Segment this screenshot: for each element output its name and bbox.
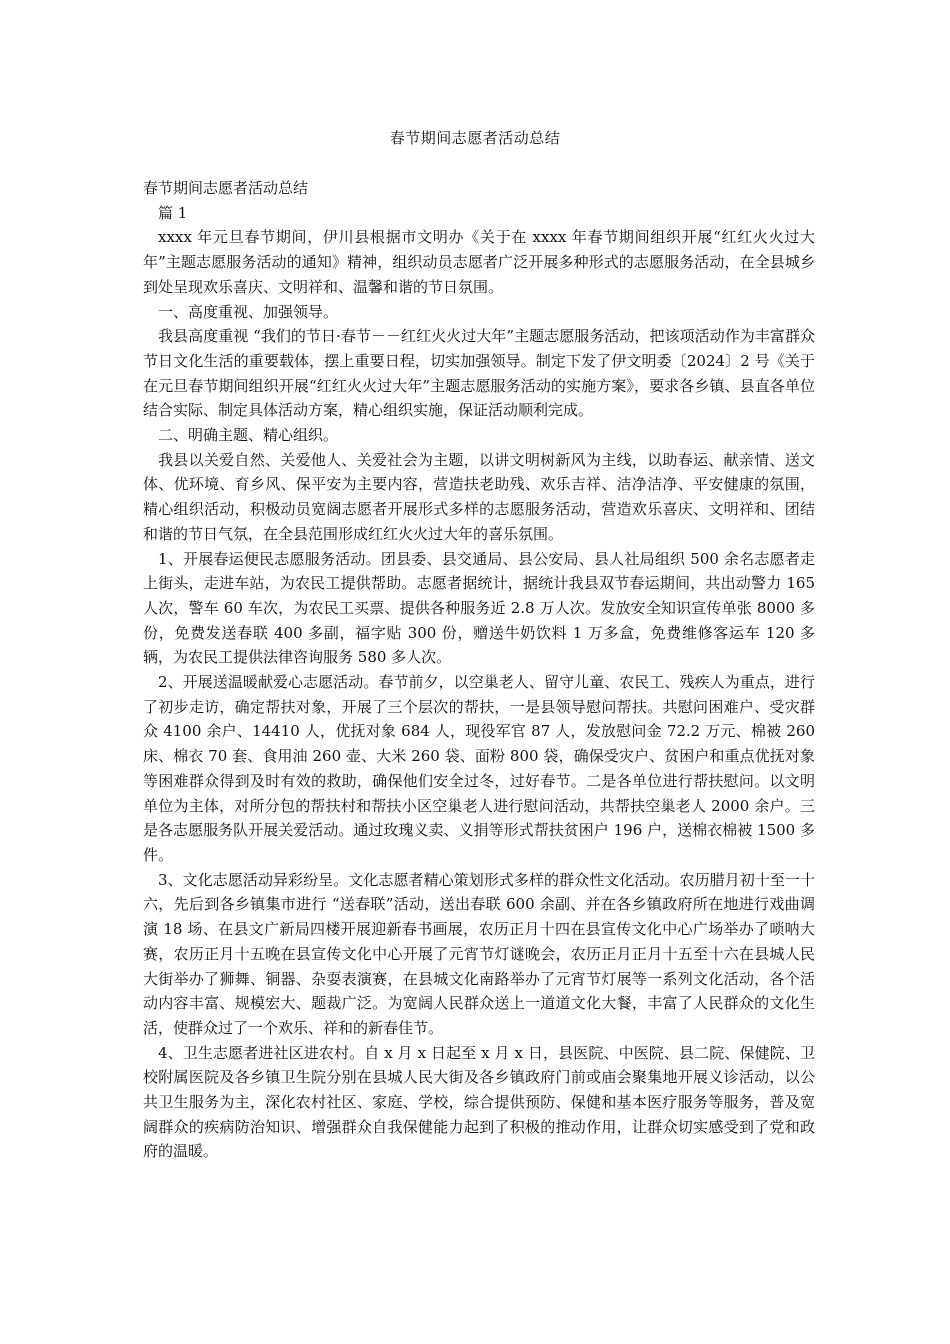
section-heading-2: 二、明确主题、精心组织。	[158, 426, 339, 445]
document-subtitle: 春节期间志愿者活动总结	[143, 179, 309, 197]
paragraph-item-2: 2、开展送温暖献爱心志愿活动。春节前夕，以空巢老人、留守儿童、农民工、残疾人为重点，进行了初步走访，确定帮扶对象，开展了三个层次的帮扶，一是县领导慰问帮扶。共慰问困难户、受灾群众 4100 余户、14410 人，优抚对象 684 人，现役军官 87 人，发放慰问金 72.2 万元、棉被 260 床、棉衣 70 套、食用油 260 壶、大米 260 袋、面粉 800 袋，确保受灾户、贫困户和重点优抚对象等困难群众得到及时有效的救助，确保他们安全过冬，过好春节。二是各单位进行帮扶慰问。以文明单位为主体，对所分包的帮扶村和帮扶小区空巢老人进行慰问活动，共帮扶空巢老人 2000 余户。三是各志愿服务队开展关爱活动。通过玫瑰义卖、义捐等形式帮扶贫困户 196 户，送棉衣棉被 1500 多件。	[143, 673, 815, 864]
section-heading-1: 一、高度重视、加强领导。	[158, 302, 339, 321]
paragraph-intro: xxxx 年元旦春节期间，伊川县根据市文明办《关于在 xxxx 年春节期间组织开展“红红火火过大年”主题志愿服务活动的通知》精神，组织动员志愿者广泛开展多种形式的志愿服务活动，在全县城乡到处呈现欢乐喜庆、文明祥和、温馨和谐的节日氛围。	[143, 228, 815, 296]
paragraph-theme: 我县以关爱自然、关爱他人、关爱社会为主题，以讲文明树新风为主线，以助春运、献亲情、送文体、优环境、育乡风、保平安为主要内容，营造扶老助残、欢乐吉祥、洁净洁净、平安健康的氛围，精心组织活动，积极动员宽阔志愿者开展形式多样的志愿服务活动，营造欢乐喜庆、文明祥和、团结和谐的节日气氛，在全县范围形成红红火火过大年的喜乐氛围。	[143, 450, 815, 543]
paragraph-leadership: 我县高度重视 “我们的节日·春节－－红红火火过大年”主题志愿服务活动，把该项活动作为丰富群众节日文化生活的重要载体，摆上重要日程，切实加强领导。制定下发了伊文明委〔2024〕2 号《关于在元旦春节期间组织开展“红红火火过大年”主题志愿服务活动的实施方案》，要求各乡镇、县直各单位结合实际、制定具体活动方案，精心组织实施，保证活动顺利完成。	[143, 327, 815, 420]
document-body	[143, 176, 815, 1164]
document-title: 春节期间志愿者活动总结	[389, 129, 561, 147]
paragraph-item-3: 3、文化志愿活动异彩纷呈。文化志愿者精心策划形式多样的群众性文化活动。农历腊月初十至一十六，先后到各乡镇集市进行 “送春联”活动，送出春联 600 余副、并在各乡镇政府所在地进行戏曲调演 18 场、在县文广新局四楼开展迎新春书画展，农历正月十四在县宣传文化中心广场举办了唢呐大赛，农历正月十五晚在县宣传文化中心开展了元宵节灯谜晚会，农历正月正月十五至十六在县城人民大街举办了狮舞、铜器、杂耍表演赛，在县城文化南路举办了元宵节灯展等一系列文化活动，各个活动内容丰富、规模宏大、题裁广泛。为宽阔人民群众送上一道道文化大餐，丰富了人民群众的文化生活，使群众过了一个欢乐、祥和的新春佳节。	[143, 870, 815, 1037]
paragraph-item-4: 4、卫生志愿者进社区进农村。自 x 月 x 日起至 x 月 x 日，县医院、中医院、县二院、保健院、卫校附属医院及各乡镇卫生院分别在县城人民大街及各乡镇政府门前或庙会聚集地开展义诊活动，以公共卫生服务为主，深化农村社区、家庭、学校，综合提供预防、保健和基本医疗服务等服务，普及宽阔群众的疾病防治知识、增强群众自我保健能力起到了积极的推动作用，让群众切实感受到了党和政府的温暖。	[143, 1043, 815, 1161]
paragraph-item-1: 1、开展春运便民志愿服务活动。团县委、县交通局、县公安局、县人社局组织 500 余名志愿者走上街头，走进车站，为农民工提供帮助。志愿者据统计，据统计我县双节春运期间，共出动警力 165 人次，警车 60 车次，为农民工买票、提供各种服务近 2.8 万人次。发放安全知识宣传单张 8000 多份，免费发送春联 400 多副，福字贴 300 份，赠送牛奶饮料 1 万多盒，免费维修客运车 120 多辆，为农民工提供法律咨询服务 580 多人次。	[143, 549, 815, 667]
section-label: 篇 1	[158, 203, 188, 222]
